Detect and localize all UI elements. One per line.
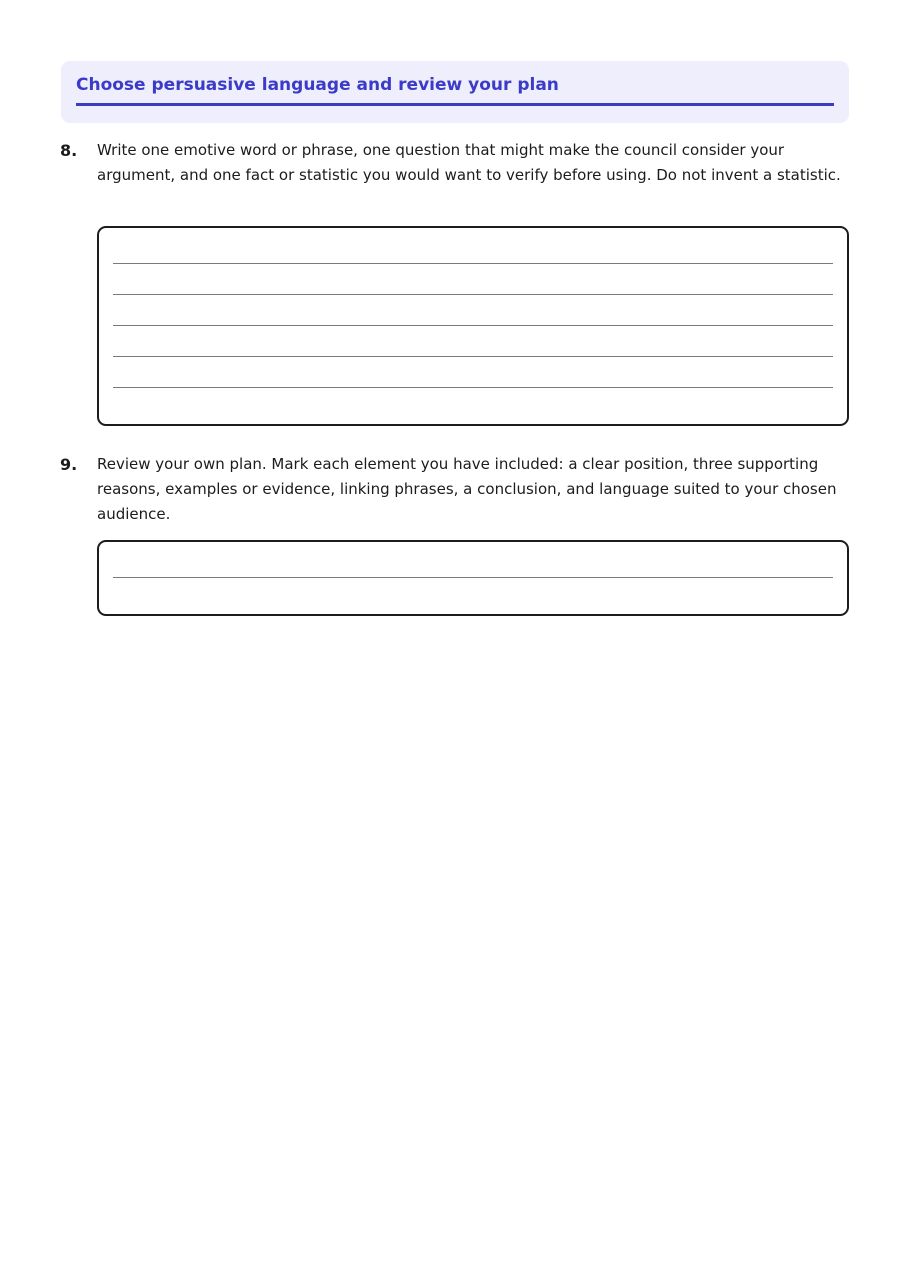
writing-line	[113, 294, 833, 295]
writing-line	[113, 387, 833, 388]
question-number: 8.	[60, 141, 78, 160]
writing-line	[113, 577, 833, 578]
question-text: Review your own plan. Mark each element you have included: a clear position, three supporting reasons, examples or evidence, linking phrases, a conclusion, and language suited to your chosen audience.	[97, 455, 837, 523]
question-number: 9.	[60, 455, 78, 474]
section-title: Choose persuasive language and review your plan	[76, 75, 559, 95]
answer-box-question-9[interactable]	[97, 540, 849, 616]
section-title-underline	[76, 103, 834, 106]
writing-line	[113, 325, 833, 326]
writing-line	[113, 356, 833, 357]
section-header	[61, 61, 849, 123]
answer-box-question-8[interactable]	[97, 226, 849, 426]
writing-line	[113, 263, 833, 264]
question-text: Write one emotive word or phrase, one question that might make the council consider your argument, and one fact or statistic you would want to verify before using. Do not invent a statistic.	[97, 141, 841, 184]
